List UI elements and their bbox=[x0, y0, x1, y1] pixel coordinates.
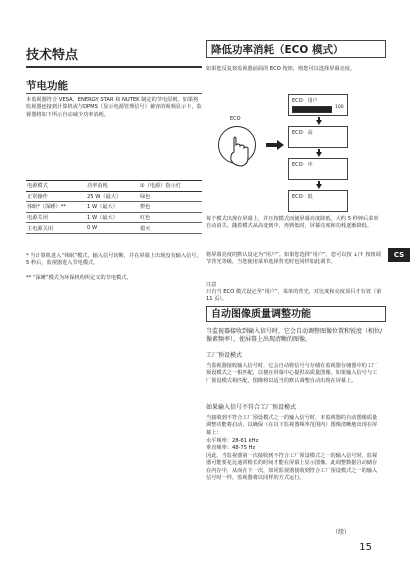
eco-illustration bbox=[212, 116, 266, 186]
backlight-bar bbox=[292, 106, 332, 113]
continued-label: （续） bbox=[331, 529, 350, 536]
power-table bbox=[26, 180, 202, 234]
language-tab: CS bbox=[388, 248, 410, 262]
factory-text: 当监视器接收输入信号时，它会自动将信号与存储在监视器存储器中的工厂预设模式之一相匹配，以便在屏幕中心提供高质量图像。如果输入信号与工厂预设模式相匹配，图像将以适当的默认调整自动出现在屏幕上。 bbox=[206, 363, 378, 384]
nonfactory-text: 当接收到不符合工厂预设模式之一的输入信号时，本监视器的自动图像质量调整功能将启动，以确保（在以下监视器频率范围内）图像清晰地出现在屏幕上： bbox=[206, 415, 378, 436]
cell: 红色 bbox=[139, 212, 202, 223]
eco-intro: 如果您反复按监视器前面的 ECO 按钮，则您可以选择屏幕亮度。 bbox=[206, 66, 356, 72]
eco-text-2: 将屏幕亮度的默认设定为“用户”。如果您选择“用户”，您可以按 ↓/↑ 按钮调节背光等级，当您使用菜单选择背光时也同样如此调节。 bbox=[206, 252, 381, 266]
arrow-down-icon bbox=[316, 117, 322, 125]
cell: 1 W（最大） bbox=[86, 202, 139, 213]
table-row bbox=[26, 191, 202, 202]
table-row bbox=[26, 202, 202, 213]
table-row bbox=[26, 212, 202, 223]
nonfactory-text-2: 因此，当监视器第一次接收到不符合工厂预设模式之一的输入信号时，监视器可能要花比通常稍长的时间才能在屏幕上显示图像。此调整数据自动储存在内存中，从而在下一次，如同监视器接收到符合工厂预设模式之一的输入信号时一样，监视器将以同样的方式运行。 bbox=[206, 453, 378, 482]
hand-icon bbox=[226, 134, 252, 168]
cell: 1 W（最大） bbox=[86, 212, 139, 223]
cell: 0 W bbox=[86, 223, 139, 234]
freq-v: 垂直频率：48-75 Hz bbox=[206, 445, 256, 451]
th-mode: 电源模式 bbox=[26, 181, 86, 192]
table-row bbox=[26, 223, 202, 234]
arrow-down-icon bbox=[316, 149, 322, 157]
eco-text-1: 每个模式出现在屏幕上，并且按模式而使屏幕亮度降低。大约 5 秒钟后菜单自动消失。随着模式从高变到中，再到低时，屏幕亮度和功耗逐渐降低。 bbox=[206, 216, 379, 230]
osd-label: ECO：低 bbox=[292, 194, 313, 200]
cell: 电源关闭 bbox=[26, 212, 86, 223]
freq-h: 水平频率：28-61 kHz bbox=[206, 438, 259, 444]
osd-mid bbox=[288, 158, 348, 180]
power-intro: 本监视器符合 VESA、ENERGY STAR 和 NUTEK 制定的节电原则。如果将监视器连接到计算机或与DPMS（显示电源管理信号）兼容的视频显示卡，监视器将如下所示自动减少功率消耗。 bbox=[26, 97, 202, 118]
osd-label: ECO：高 bbox=[292, 130, 313, 136]
osd-low bbox=[288, 190, 348, 212]
cell: 25 W（最大） bbox=[86, 191, 139, 202]
cell: 主电源关闭 bbox=[26, 223, 86, 234]
page-number: 15 bbox=[359, 542, 372, 553]
auto-intro: 当监视器接收到输入信号时，它会自动调整图像位置和锐度（相位/像素频率），使屏幕上出现清晰的图像。 bbox=[206, 328, 383, 344]
note-label: 注意 bbox=[206, 282, 217, 288]
divider bbox=[26, 93, 202, 94]
osd-user bbox=[288, 94, 348, 116]
cell: 休眠*（深睡）** bbox=[26, 202, 86, 213]
table-header bbox=[26, 181, 202, 192]
eco-title: 降低功率消耗（ECO 模式） bbox=[206, 40, 386, 58]
th-power: 功率消耗 bbox=[86, 181, 139, 192]
cell: 正常操作 bbox=[26, 191, 86, 202]
power-title: 节电功能 bbox=[26, 80, 68, 92]
note-text: 只有当 ECO 模式设定至“用户”，菜单的背光、对比度和亮度项目才有效（第 11 页）。 bbox=[206, 289, 382, 303]
nonfactory-title: 如果输入信号不符合工厂预设模式 bbox=[206, 404, 297, 411]
arrow-down-icon bbox=[316, 181, 322, 189]
auto-title: 自动图像质量调整功能 bbox=[206, 306, 386, 322]
osd-label: ECO：中 bbox=[292, 162, 313, 168]
note-1: * 当计算机进入“休眠”模式，输入信号切断，并在屏幕上出现没有输入信号，5 秒后，监视器进入节电模式。 bbox=[26, 253, 202, 267]
note-2: ** “深睡”模式为环保机构所定义的节电模式。 bbox=[26, 275, 132, 281]
th-indicator: ①（电源）指示灯 bbox=[139, 181, 202, 192]
osd-value: 100 bbox=[335, 105, 344, 110]
factory-title: 工厂预设模式 bbox=[206, 352, 243, 359]
osd-label: ECO：用户 bbox=[292, 98, 318, 104]
cell: 熄灭 bbox=[139, 223, 202, 234]
arrow-right-icon bbox=[266, 140, 284, 150]
cell: 绿色 bbox=[139, 191, 202, 202]
section-title: 技术特点 bbox=[26, 44, 202, 68]
eco-button-label: ECO bbox=[230, 116, 241, 122]
cell: 橙色 bbox=[139, 202, 202, 213]
osd-high bbox=[288, 126, 348, 148]
